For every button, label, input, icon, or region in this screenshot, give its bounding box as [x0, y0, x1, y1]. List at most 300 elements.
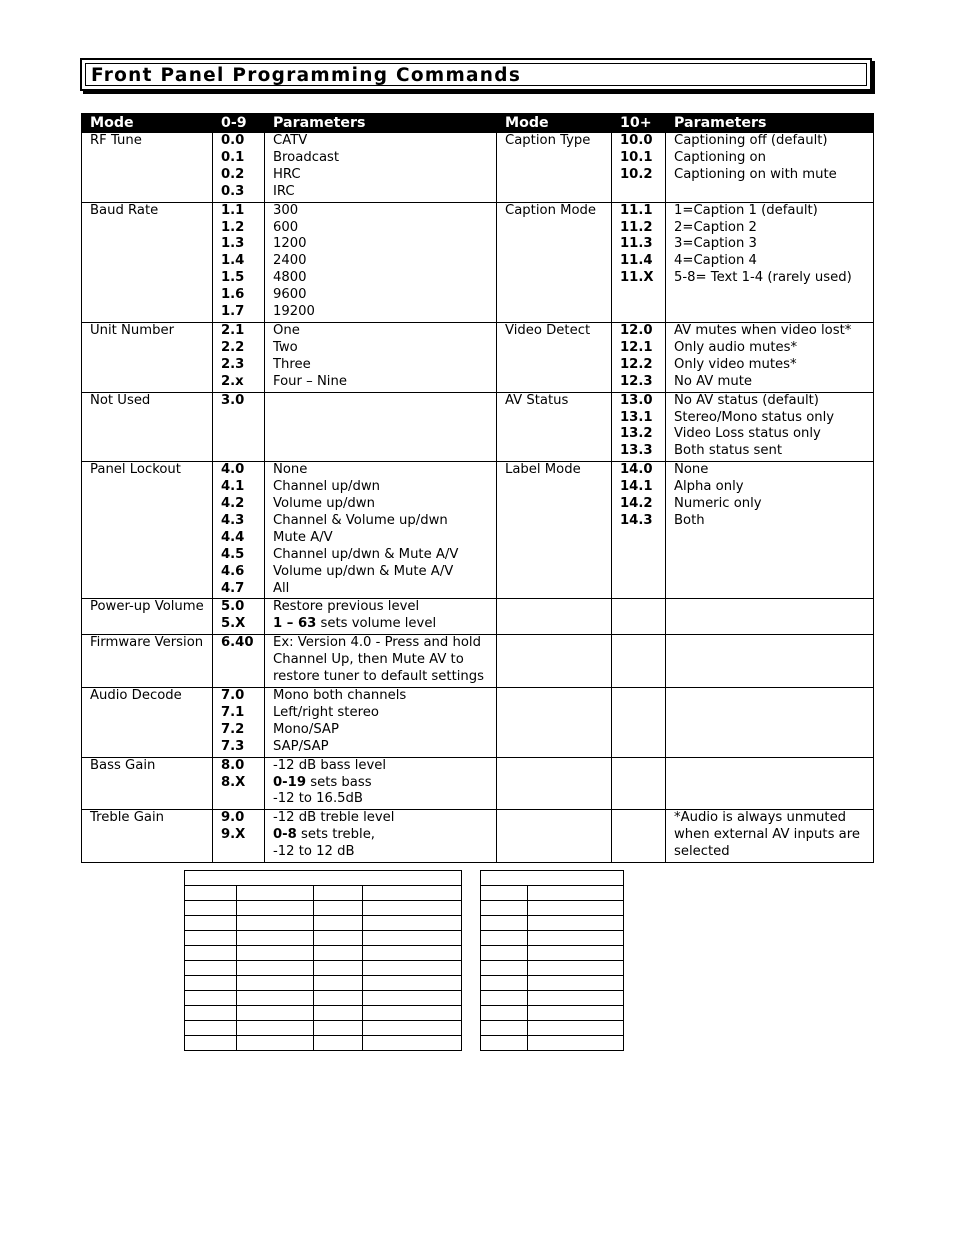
mode-code-cell — [612, 688, 666, 758]
code-value: 4.7 — [221, 580, 245, 596]
blank-grid-cell — [528, 901, 624, 916]
parameter-line: One — [273, 322, 300, 338]
blank-grid-cell — [314, 961, 363, 976]
blank-grid-cell — [185, 1021, 237, 1036]
parameter-line — [273, 791, 496, 808]
blank-grid-cell — [185, 976, 237, 991]
blank-grid-cell — [363, 991, 462, 1006]
code-value: 10.2 — [620, 166, 653, 182]
mode-name-cell: Treble Gain — [82, 810, 213, 863]
code-value: 10.1 — [620, 149, 653, 165]
blank-grid-cell — [237, 931, 314, 946]
blank-grid-cell — [481, 916, 528, 931]
code-value: 13.3 — [620, 443, 653, 459]
parameter-line: Video Loss status only — [674, 426, 821, 442]
code-value: 2.3 — [221, 356, 245, 372]
blank-grid-cell — [481, 976, 528, 991]
parameter-line: Mute A/V — [273, 529, 333, 545]
parameters-cell — [666, 202, 874, 322]
mode-code-cell — [612, 757, 666, 810]
parameter-range: 1 – 63 — [273, 616, 317, 632]
code-value: 11.4 — [620, 253, 653, 269]
parameter-text: -12 dB bass level — [273, 757, 387, 773]
code-value: 5.X — [221, 616, 246, 632]
parameter-line — [273, 758, 496, 775]
blank-grid-cell — [314, 991, 363, 1006]
mode-name-cell: Caption Type — [497, 133, 612, 203]
mode-code-cell — [213, 202, 265, 322]
parameter-line: Only audio mutes* — [674, 339, 798, 355]
blank-grid-cell — [237, 916, 314, 931]
blank-grid-cell — [481, 1036, 528, 1051]
parameter-line: Channel Up, then Mute AV to — [273, 652, 464, 668]
blank-grid-cell — [363, 1021, 462, 1036]
parameter-line: Ex: Version 4.0 - Press and hold — [273, 635, 481, 651]
parameter-line: Captioning on — [674, 149, 766, 165]
parameter-line: Volume up/dwn & Mute A/V — [273, 563, 454, 579]
parameters-cell — [265, 688, 497, 758]
blank-grid-cell — [314, 976, 363, 991]
mode-name-cell: Label Mode — [497, 462, 612, 599]
parameter-text: -12 dB treble level — [273, 810, 395, 826]
mode-code-cell — [213, 392, 265, 462]
blank-grid-row — [185, 991, 462, 1006]
table-row — [82, 599, 874, 635]
mode-code-cell — [612, 202, 666, 322]
blank-grid-cell — [237, 901, 314, 916]
parameter-line: Only video mutes* — [674, 356, 797, 372]
code-value: 14.0 — [620, 462, 653, 478]
code-value: 1.7 — [221, 304, 245, 320]
mode-code-cell — [213, 133, 265, 203]
parameter-line: Mono/SAP — [273, 721, 339, 737]
mode-code-cell — [612, 133, 666, 203]
mode-code-cell — [213, 688, 265, 758]
blank-grid-row — [185, 871, 462, 886]
mode-name-cell: RF Tune — [82, 133, 213, 203]
mode-name-cell: Firmware Version — [82, 635, 213, 688]
mode-name-cell — [497, 635, 612, 688]
blank-grid-cell — [314, 1021, 363, 1036]
parameter-line: 600 — [273, 219, 299, 235]
blank-grid-cell — [481, 931, 528, 946]
blank-grid-cell — [481, 871, 624, 886]
mode-name-cell: Caption Mode — [497, 202, 612, 322]
parameter-line: Numeric only — [674, 496, 762, 512]
code-value: 7.2 — [221, 721, 245, 737]
table-row — [82, 133, 874, 203]
mode-code-cell — [213, 757, 265, 810]
code-value: 11.3 — [620, 236, 653, 252]
parameter-line — [273, 599, 496, 616]
code-value: 7.0 — [221, 688, 245, 703]
code-value: 13.0 — [620, 392, 653, 408]
parameter-line: Both status sent — [674, 443, 783, 459]
blank-grid-left — [184, 870, 462, 1051]
blank-grid-cell — [363, 961, 462, 976]
blank-grid-row — [185, 1021, 462, 1036]
parameter-line: Both — [674, 512, 705, 528]
code-value: 4.4 — [221, 529, 245, 545]
parameters-cell — [666, 635, 874, 688]
code-value: 10.0 — [620, 133, 653, 148]
blank-grid-cell — [363, 976, 462, 991]
blank-grid-cell — [481, 1021, 528, 1036]
code-value: 2.1 — [221, 322, 245, 338]
parameter-line: AV mutes when video lost* — [674, 322, 852, 338]
parameter-line: Channel up/dwn & Mute A/V — [273, 546, 459, 562]
parameters-cell — [265, 757, 497, 810]
header-mode-right: Mode — [497, 114, 612, 133]
blank-grid-cell — [528, 1006, 624, 1021]
blank-grid-row — [481, 1021, 624, 1036]
parameters-cell — [265, 202, 497, 322]
code-value: 0.3 — [221, 183, 245, 199]
mode-name-cell: Video Detect — [497, 322, 612, 392]
mode-code-cell — [612, 810, 666, 863]
table-row — [82, 635, 874, 688]
blank-grid-row — [481, 976, 624, 991]
mode-name-cell: Baud Rate — [82, 202, 213, 322]
parameter-text: sets bass — [306, 774, 372, 790]
code-value: 1.3 — [221, 236, 245, 252]
parameters-cell — [666, 392, 874, 462]
parameter-line: 19200 — [273, 304, 315, 320]
code-value: 8.X — [221, 774, 246, 790]
header-code-left: 0-9 — [213, 114, 265, 133]
blank-grid-cell — [363, 1036, 462, 1051]
parameters-cell — [265, 599, 497, 635]
code-value: 12.0 — [620, 322, 653, 338]
parameter-line: 5-8= Text 1-4 (rarely used) — [674, 270, 852, 286]
header-params-right: Parameters — [666, 114, 874, 133]
table-row — [82, 688, 874, 758]
code-value: 1.6 — [221, 287, 245, 303]
mode-name-cell: Not Used — [82, 392, 213, 462]
mode-name-cell — [497, 757, 612, 810]
code-value: 12.2 — [620, 356, 653, 372]
code-value: 4.6 — [221, 563, 245, 579]
code-value: 1.5 — [221, 270, 245, 286]
parameter-line: 4=Caption 4 — [674, 253, 757, 269]
blank-grid-row — [185, 946, 462, 961]
blank-grid-row — [185, 931, 462, 946]
parameter-line: Two — [273, 339, 298, 355]
blank-grid-cell — [528, 1021, 624, 1036]
blank-grid-cell — [528, 1036, 624, 1051]
code-value: 6.40 — [221, 635, 254, 651]
parameter-line: HRC — [273, 166, 301, 182]
blank-grid-row — [481, 1006, 624, 1021]
page-title: Front Panel Programming Commands — [91, 65, 522, 86]
code-value: 8.0 — [221, 757, 245, 773]
parameter-range: 0-8 — [273, 827, 297, 843]
mode-code-cell — [612, 635, 666, 688]
blank-grid-cell — [528, 931, 624, 946]
code-value: 12.1 — [620, 339, 653, 355]
table-header-row — [82, 114, 874, 133]
blank-grid-cell — [185, 871, 462, 886]
parameter-line: Four – Nine — [273, 373, 347, 389]
blank-grid-cell — [528, 976, 624, 991]
commands-table — [81, 113, 874, 863]
code-value: 2.2 — [221, 339, 245, 355]
parameter-line: No AV status (default) — [674, 392, 819, 408]
blank-grid-cell — [185, 946, 237, 961]
mode-code-cell — [612, 322, 666, 392]
parameter-line: 3=Caption 3 — [674, 236, 757, 252]
parameter-line: when external AV inputs are — [674, 827, 860, 843]
parameter-line — [273, 616, 496, 633]
blank-grid-cell — [314, 901, 363, 916]
table-row — [82, 757, 874, 810]
parameter-line: Stereo/Mono status only — [674, 409, 835, 425]
code-value: 4.0 — [221, 462, 245, 478]
parameter-line: selected — [674, 844, 730, 860]
parameters-cell — [265, 810, 497, 863]
blank-grid-row — [481, 916, 624, 931]
parameter-line — [273, 844, 496, 861]
blank-grid-cell — [185, 901, 237, 916]
parameter-line: 9600 — [273, 287, 307, 303]
blank-grid-cell — [481, 946, 528, 961]
code-value: 1.1 — [221, 202, 245, 218]
blank-grid-row — [185, 976, 462, 991]
parameter-line: *Audio is always unmuted — [674, 810, 847, 826]
parameter-line: All — [273, 580, 290, 596]
blank-grid-right — [480, 870, 624, 1051]
blank-grid-cell — [185, 961, 237, 976]
blank-grid-cell — [237, 1036, 314, 1051]
table-row — [82, 810, 874, 863]
parameter-line: None — [273, 462, 308, 478]
parameter-line: Mono both channels — [273, 688, 407, 703]
code-value: 12.3 — [620, 373, 653, 389]
blank-grid-cell — [237, 1021, 314, 1036]
blank-grid-cell — [528, 886, 624, 901]
blank-grid-cell — [314, 1036, 363, 1051]
parameters-cell — [265, 133, 497, 203]
blank-grid-cell — [528, 916, 624, 931]
parameter-line: 2400 — [273, 253, 307, 269]
parameter-text: Restore previous level — [273, 599, 420, 615]
blank-grid-row — [481, 961, 624, 976]
blank-grid-cell — [314, 886, 363, 901]
mode-name-cell: Audio Decode — [82, 688, 213, 758]
blank-grid-cell — [363, 931, 462, 946]
blank-grid-cell — [528, 961, 624, 976]
parameters-cell — [666, 462, 874, 599]
code-value: 14.3 — [620, 512, 653, 528]
blank-grid-row — [481, 871, 624, 886]
code-value: 9.0 — [221, 810, 245, 826]
code-value: 7.1 — [221, 704, 245, 720]
mode-code-cell — [612, 392, 666, 462]
parameter-line: Volume up/dwn — [273, 496, 375, 512]
blank-grid-cell — [363, 916, 462, 931]
code-value: 7.3 — [221, 738, 245, 754]
parameter-line: Left/right stereo — [273, 704, 379, 720]
mode-name-cell: Panel Lockout — [82, 462, 213, 599]
mode-name-cell: Power-up Volume — [82, 599, 213, 635]
code-value: 1.2 — [221, 219, 245, 235]
blank-grid-cell — [237, 946, 314, 961]
code-value: 4.1 — [221, 479, 245, 495]
mode-code-cell — [213, 322, 265, 392]
parameters-cell — [265, 322, 497, 392]
table-row — [82, 392, 874, 462]
blank-grid-cell — [185, 886, 237, 901]
parameter-line: Captioning off (default) — [674, 133, 828, 148]
parameter-text: -12 to 12 dB — [273, 844, 355, 860]
parameter-line: IRC — [273, 183, 295, 199]
code-value: 1.4 — [221, 253, 245, 269]
blank-grid-cell — [314, 946, 363, 961]
parameter-line: Three — [273, 356, 311, 372]
mode-code-cell — [612, 462, 666, 599]
mode-name-cell: Bass Gain — [82, 757, 213, 810]
parameters-cell — [265, 462, 497, 599]
parameter-text: -12 to 16.5dB — [273, 791, 363, 807]
blank-grid-row — [481, 946, 624, 961]
parameter-line — [273, 827, 496, 844]
parameters-cell — [666, 133, 874, 203]
blank-grid-row — [481, 1036, 624, 1051]
blank-grid-cell — [185, 931, 237, 946]
code-value: 11.2 — [620, 219, 653, 235]
mode-code-cell — [213, 635, 265, 688]
parameters-cell — [265, 392, 497, 462]
code-value: 3.0 — [221, 392, 245, 408]
code-value: 4.2 — [221, 496, 245, 512]
blank-grid-cell — [185, 916, 237, 931]
code-value: 13.2 — [620, 426, 653, 442]
header-mode-left: Mode — [82, 114, 213, 133]
parameters-cell — [666, 757, 874, 810]
header-code-right: 10+ — [612, 114, 666, 133]
blank-grid-row — [185, 901, 462, 916]
blank-grid-row — [481, 931, 624, 946]
blank-grid-cell — [481, 886, 528, 901]
parameter-line: 2=Caption 2 — [674, 219, 757, 235]
parameter-line — [273, 775, 496, 792]
code-value: 14.2 — [620, 496, 653, 512]
code-value: 2.x — [221, 373, 244, 389]
blank-grid-row — [185, 961, 462, 976]
blank-grid-row — [185, 1006, 462, 1021]
parameter-line: Channel & Volume up/dwn — [273, 512, 448, 528]
code-value: 0.0 — [221, 133, 245, 148]
mode-name-cell: Unit Number — [82, 322, 213, 392]
parameter-text: sets volume level — [316, 616, 437, 632]
parameters-cell — [265, 635, 497, 688]
blank-grid-cell — [237, 991, 314, 1006]
blank-grid-cell — [185, 1006, 237, 1021]
parameter-line: None — [674, 462, 709, 478]
blank-grid-cell — [363, 1006, 462, 1021]
parameter-line: 1=Caption 1 (default) — [674, 202, 818, 218]
parameter-range: 0-19 — [273, 774, 307, 790]
blank-grid-row — [481, 991, 624, 1006]
parameter-line: No AV mute — [674, 373, 753, 389]
blank-grid-row — [185, 1036, 462, 1051]
parameter-line: CATV — [273, 133, 308, 148]
blank-grid-cell — [237, 1006, 314, 1021]
blank-grid-row — [185, 916, 462, 931]
mode-code-cell — [213, 462, 265, 599]
blank-grid-cell — [481, 961, 528, 976]
mode-code-cell — [213, 810, 265, 863]
parameter-line — [273, 810, 496, 827]
parameter-line: Captioning on with mute — [674, 166, 837, 182]
table-row — [82, 322, 874, 392]
parameter-line: Broadcast — [273, 149, 340, 165]
code-value: 9.X — [221, 827, 246, 843]
mode-name-cell — [497, 599, 612, 635]
parameter-text: sets treble, — [296, 827, 375, 843]
blank-grid-row — [185, 886, 462, 901]
blank-grid-cell — [314, 1006, 363, 1021]
code-value: 11.1 — [620, 202, 653, 218]
parameters-cell — [666, 688, 874, 758]
code-value: 14.1 — [620, 479, 653, 495]
parameters-cell — [666, 810, 874, 863]
parameter-line: 1200 — [273, 236, 307, 252]
mode-name-cell — [497, 810, 612, 863]
parameter-line: 4800 — [273, 270, 307, 286]
parameter-line: restore tuner to default settings — [273, 669, 485, 685]
blank-grid-cell — [481, 991, 528, 1006]
blank-grid-cell — [237, 886, 314, 901]
table-body — [82, 133, 874, 863]
blank-grid-cell — [363, 886, 462, 901]
table-row — [82, 462, 874, 599]
blank-grid-cell — [363, 901, 462, 916]
code-value: 0.2 — [221, 166, 245, 182]
blank-grid-cell — [314, 916, 363, 931]
parameters-cell — [666, 599, 874, 635]
blank-grid-row — [481, 886, 624, 901]
header-params-left: Parameters — [265, 114, 497, 133]
code-value: 5.0 — [221, 599, 245, 615]
parameter-line: SAP/SAP — [273, 738, 329, 754]
title-box — [80, 58, 872, 91]
code-value: 4.3 — [221, 512, 245, 528]
parameter-line: Channel up/dwn — [273, 479, 381, 495]
blank-grid-cell — [185, 991, 237, 1006]
blank-grid-cell — [185, 1036, 237, 1051]
code-value: 11.X — [620, 270, 654, 286]
parameters-cell — [666, 322, 874, 392]
table-row — [82, 202, 874, 322]
parameter-line: 300 — [273, 202, 299, 218]
blank-grid-cell — [237, 961, 314, 976]
blank-grid-cell — [481, 1006, 528, 1021]
mode-name-cell — [497, 688, 612, 758]
code-value: 4.5 — [221, 546, 245, 562]
blank-grid-cell — [314, 931, 363, 946]
code-value: 13.1 — [620, 409, 653, 425]
blank-grid-cell — [481, 901, 528, 916]
blank-grid-cell — [363, 946, 462, 961]
blank-grid-cell — [528, 991, 624, 1006]
blank-grid-row — [481, 901, 624, 916]
mode-code-cell — [612, 599, 666, 635]
blank-grid-cell — [528, 946, 624, 961]
mode-code-cell — [213, 599, 265, 635]
blank-grid-cell — [237, 976, 314, 991]
mode-name-cell: AV Status — [497, 392, 612, 462]
